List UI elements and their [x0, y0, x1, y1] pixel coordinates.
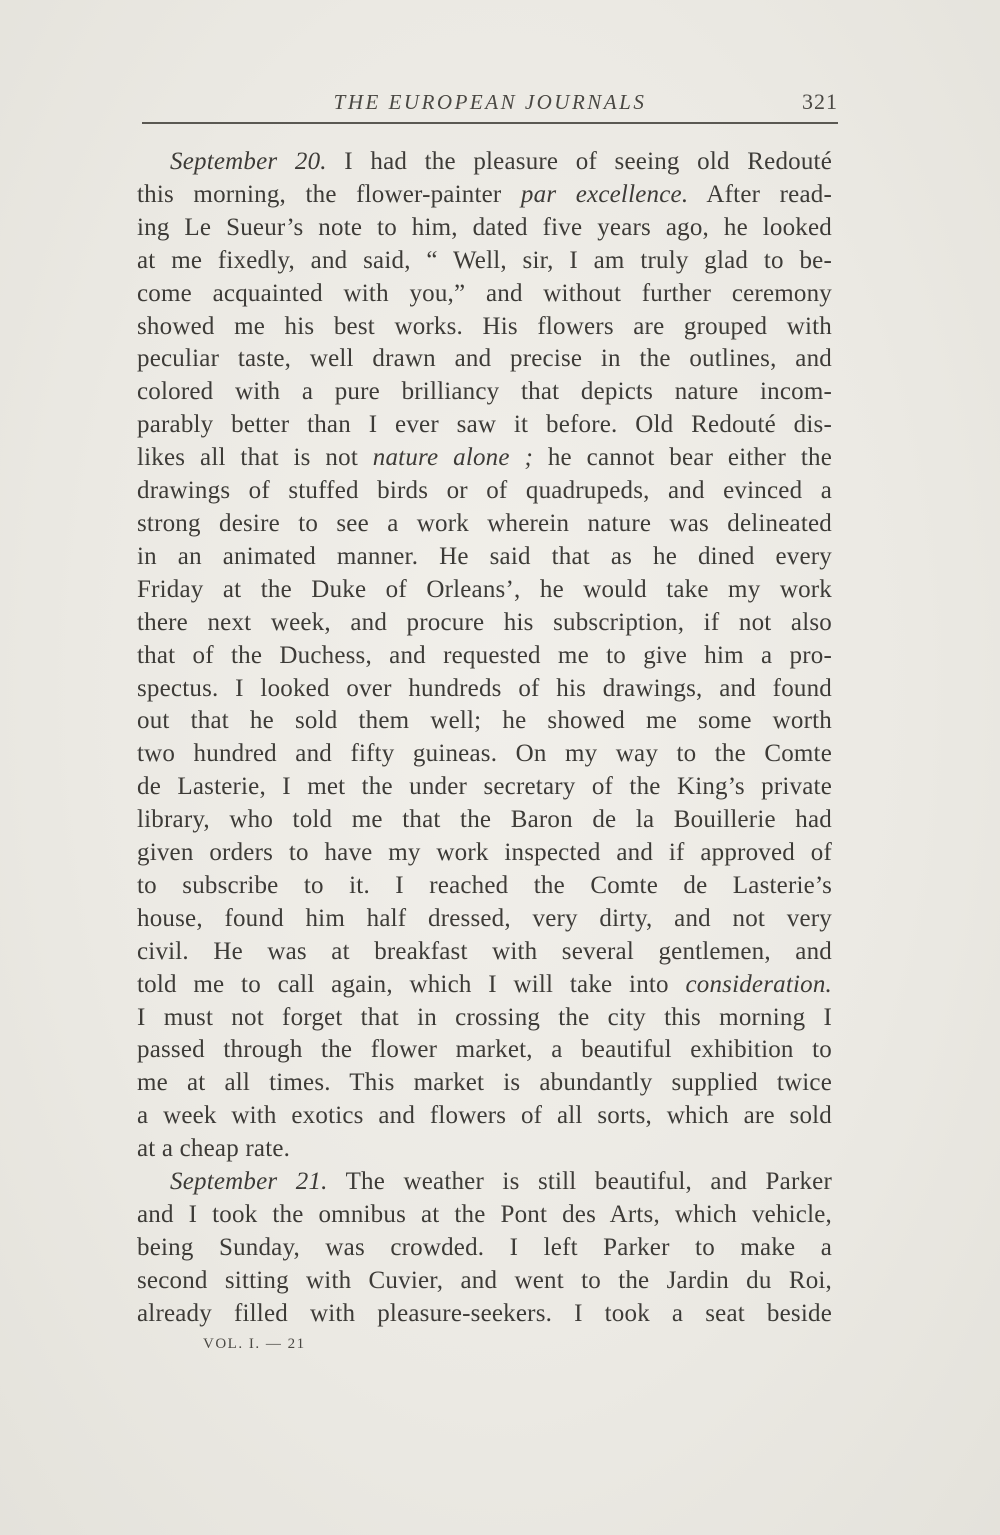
entry-date: September 20. [170, 148, 327, 175]
text-line: me at all times. This market is abundantly supplied twice [137, 1069, 832, 1097]
running-title: THE EUROPEAN JOURNALS [333, 90, 647, 114]
text-line: at a cheap rate. [137, 1135, 291, 1163]
text-line: Friday at the Duke of Orleans’, he would take my work [137, 575, 832, 603]
text-line: September 20. I had the pleasure of seeing old Redouté [170, 148, 832, 175]
entry-date: September 21. [170, 1168, 328, 1196]
text-line: de Lasterie, I met the under secretary of the King’s private [137, 773, 832, 801]
text-line: strong desire to see a work wherein nature was delineated [137, 509, 832, 537]
text-line: this morning, the flower-painter par excellence. After read- [137, 180, 832, 208]
journal-text [137, 146, 832, 1331]
page-number: 321 [802, 89, 838, 114]
text-line: out that he sold them well; he showed me some worth [137, 707, 832, 735]
text-line: peculiar taste, well drawn and precise in the outlines, and [137, 345, 832, 373]
text-line: in an animated manner. He said that as he dined every [137, 542, 832, 570]
signature-mark: VOL. I. — 21 [203, 1336, 306, 1352]
italic-phrase: nature alone ; [372, 444, 534, 472]
text-line: second sitting with Cuvier, and went to the Jardin du Roi, [137, 1266, 832, 1294]
text-line: civil. He was at breakfast with several gentlemen, and [137, 937, 832, 965]
text-line: house, found him half dressed, very dirty, and not very [137, 904, 832, 932]
text-line: come acquainted with you,” and without further ceremony [137, 279, 832, 307]
text-line: showed me his best works. His flowers are grouped with [137, 312, 832, 340]
text-line: colored with a pure brilliancy that depicts nature incom- [137, 378, 832, 406]
text-line: given orders to have my work inspected and if approved of [137, 839, 832, 867]
text-line: at me fixedly, and said, “ Well, sir, I am truly glad to be- [137, 246, 832, 274]
text-line: two hundred and fifty guineas. On my way to the Comte [137, 740, 832, 768]
italic-phrase: consideration. [685, 970, 832, 998]
text-line: that of the Duchess, and requested me to give him a pro- [137, 641, 832, 669]
text-line: passed through the flower market, a beautiful exhibition to [137, 1036, 832, 1064]
text-line: spectus. I looked over hundreds of his drawings, and found [137, 674, 832, 702]
text-line: a week with exotics and flowers of all sorts, which are sold [137, 1102, 832, 1130]
text-line: told me to call again, which I will take into consideration. [137, 970, 832, 998]
text-line: parably better than I ever saw it before. Old Redouté dis- [137, 411, 832, 439]
text-line: library, who told me that the Baron de la Bouillerie had [137, 806, 832, 834]
text-line: likes all that is not nature alone ; he cannot bear either the [137, 444, 833, 472]
page-header [142, 86, 838, 124]
text-line: ing Le Sueur’s note to him, dated five years ago, he looked [137, 213, 832, 241]
text-line: there next week, and procure his subscription, if not also [137, 608, 832, 636]
text-line: drawings of stuffed birds or of quadrupeds, and evinced a [137, 477, 832, 505]
italic-phrase: par excellence. [520, 180, 689, 208]
text-line: and I took the omnibus at the Pont des Arts, which vehicle, [137, 1201, 832, 1228]
text-line: to subscribe to it. I reached the Comte de Lasterie’s [137, 871, 832, 899]
text-line: already filled with pleasure-seekers. I took a seat beside [137, 1299, 832, 1327]
text-line: September 21. The weather is still beautiful, and Parker [170, 1168, 833, 1196]
text-line: I must not forget that in crossing the city this morning I [137, 1003, 832, 1031]
text-line: being Sunday, was crowded. I left Parker to make a [137, 1233, 832, 1261]
